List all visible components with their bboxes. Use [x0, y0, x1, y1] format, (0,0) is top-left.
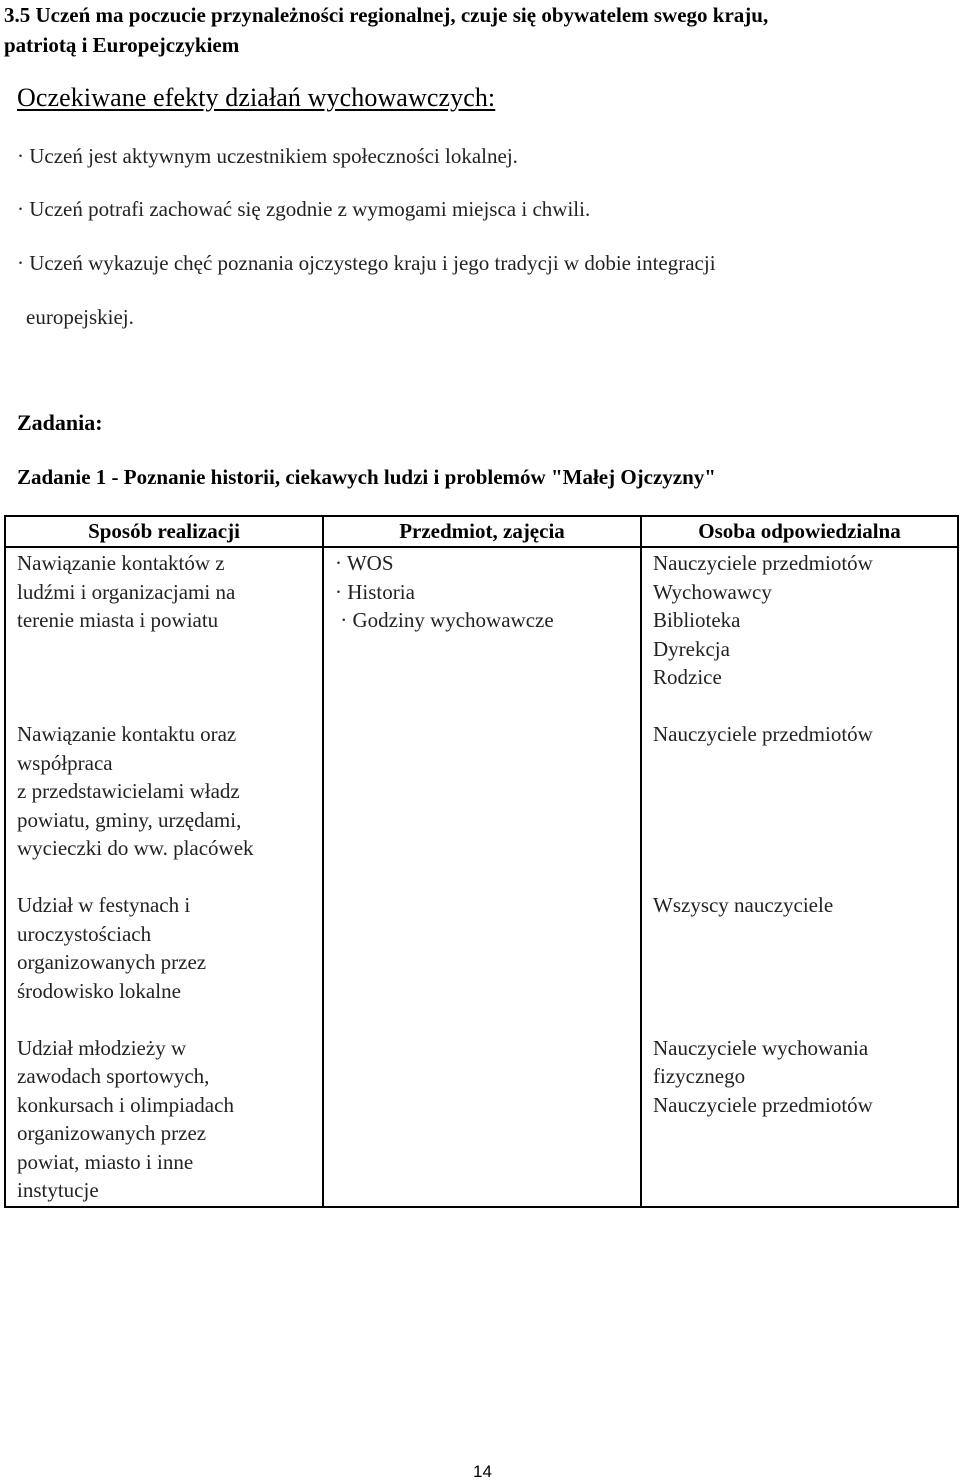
methods-cell [5, 547, 323, 1207]
table-row [5, 547, 958, 1207]
method-4-line: konkursach i olimpiadach [17, 1092, 234, 1117]
section-heading-line-2: patriotą i Europejczykiem [4, 33, 240, 57]
method-2-line: powiatu, gminy, urzędami, [17, 807, 242, 832]
method-4-line: powiat, miasto i inne [17, 1149, 194, 1174]
method-2 [17, 720, 311, 863]
header-method: Sposób realizacji [5, 516, 323, 547]
effect-item-3: · Uczeń wykazuje chęć poznania ojczystego kraju i jego tradycji w dobie integracji [17, 251, 716, 275]
responsible-2 [653, 720, 946, 749]
method-1 [17, 549, 311, 635]
method-4-line: Udział młodzieży w [17, 1035, 187, 1060]
method-3-line: uroczystościach [17, 921, 152, 946]
responsible-1-line: Rodzice [653, 665, 722, 689]
responsible-3-line: Wszyscy nauczyciele [653, 893, 834, 917]
responsible-1-line: Wychowawcy [653, 579, 772, 604]
task-1-title: Zadanie 1 - Poznanie historii, ciekawych ludzi i problemów "Małej Ojczyzny" [17, 465, 716, 489]
responsible-4-line: fizycznego [653, 1064, 746, 1088]
method-2-line: wycieczki do ww. placówek [17, 836, 254, 860]
section-heading [4, 0, 954, 60]
responsible-4-line: Nauczyciele przedmiotów [653, 1092, 873, 1117]
responsible-1 [653, 549, 946, 692]
subjects-cell [323, 547, 641, 1207]
effect-item-1: · Uczeń jest aktywnym uczestnikiem społeczności lokalnej. [17, 144, 518, 168]
method-3-line: Udział w festynach i [17, 893, 191, 917]
method-3 [17, 891, 311, 1005]
method-4-line: instytucje [17, 1178, 99, 1202]
subject-historia: · Historia [335, 579, 415, 604]
responsible-1-line: Dyrekcja [653, 636, 730, 661]
effect-item-2: · Uczeń potrafi zachować się zgodnie z wymogami miejsca i chwili. [17, 197, 591, 221]
expected-effects-title: Oczekiwane efekty działań wychowawczych: [17, 83, 496, 112]
section-heading-line-1: 3.5 Uczeń ma poczucie przynależności regionalnej, czuje się obywatelem swego kraju, [4, 3, 769, 27]
method-2-line: z przedstawicielami władz [17, 779, 240, 803]
tasks-label: Zadania: [17, 410, 103, 435]
method-1-line: Nawiązanie kontaktów z [17, 551, 225, 575]
responsible-3 [653, 891, 946, 920]
page-number: 14 [473, 1462, 492, 1481]
method-3-line: środowisko lokalne [17, 978, 181, 1003]
method-4-line: zawodach sportowych, [17, 1064, 210, 1088]
method-4 [17, 1034, 311, 1205]
subject-wos: · WOS [335, 551, 394, 575]
responsible-cell [641, 547, 958, 1207]
responsible-1-line: Biblioteka [653, 608, 741, 632]
method-2-line: współpraca [17, 750, 113, 775]
responsible-4 [653, 1034, 946, 1120]
tasks-table [4, 515, 959, 1208]
method-1-line: terenie miasta i powiatu [17, 608, 219, 632]
responsible-2-line: Nauczyciele przedmiotów [653, 722, 873, 746]
effect-item-3-continuation: europejskiej. [26, 305, 134, 329]
header-responsible: Osoba odpowiedzialna [641, 516, 958, 547]
responsible-4-line: Nauczyciele wychowania [653, 1035, 869, 1060]
method-1-line: ludźmi i organizacjami na [17, 579, 236, 604]
method-2-line: Nawiązanie kontaktu oraz [17, 722, 237, 746]
header-subject: Przedmiot, zajęcia [323, 516, 641, 547]
subject-godziny-wychowawcze: · Godziny wychowawcze [335, 608, 554, 632]
responsible-1-line: Nauczyciele przedmiotów [653, 551, 873, 575]
table-header-row [5, 516, 958, 547]
method-4-line: organizowanych przez [17, 1121, 207, 1145]
method-3-line: organizowanych przez [17, 950, 207, 974]
